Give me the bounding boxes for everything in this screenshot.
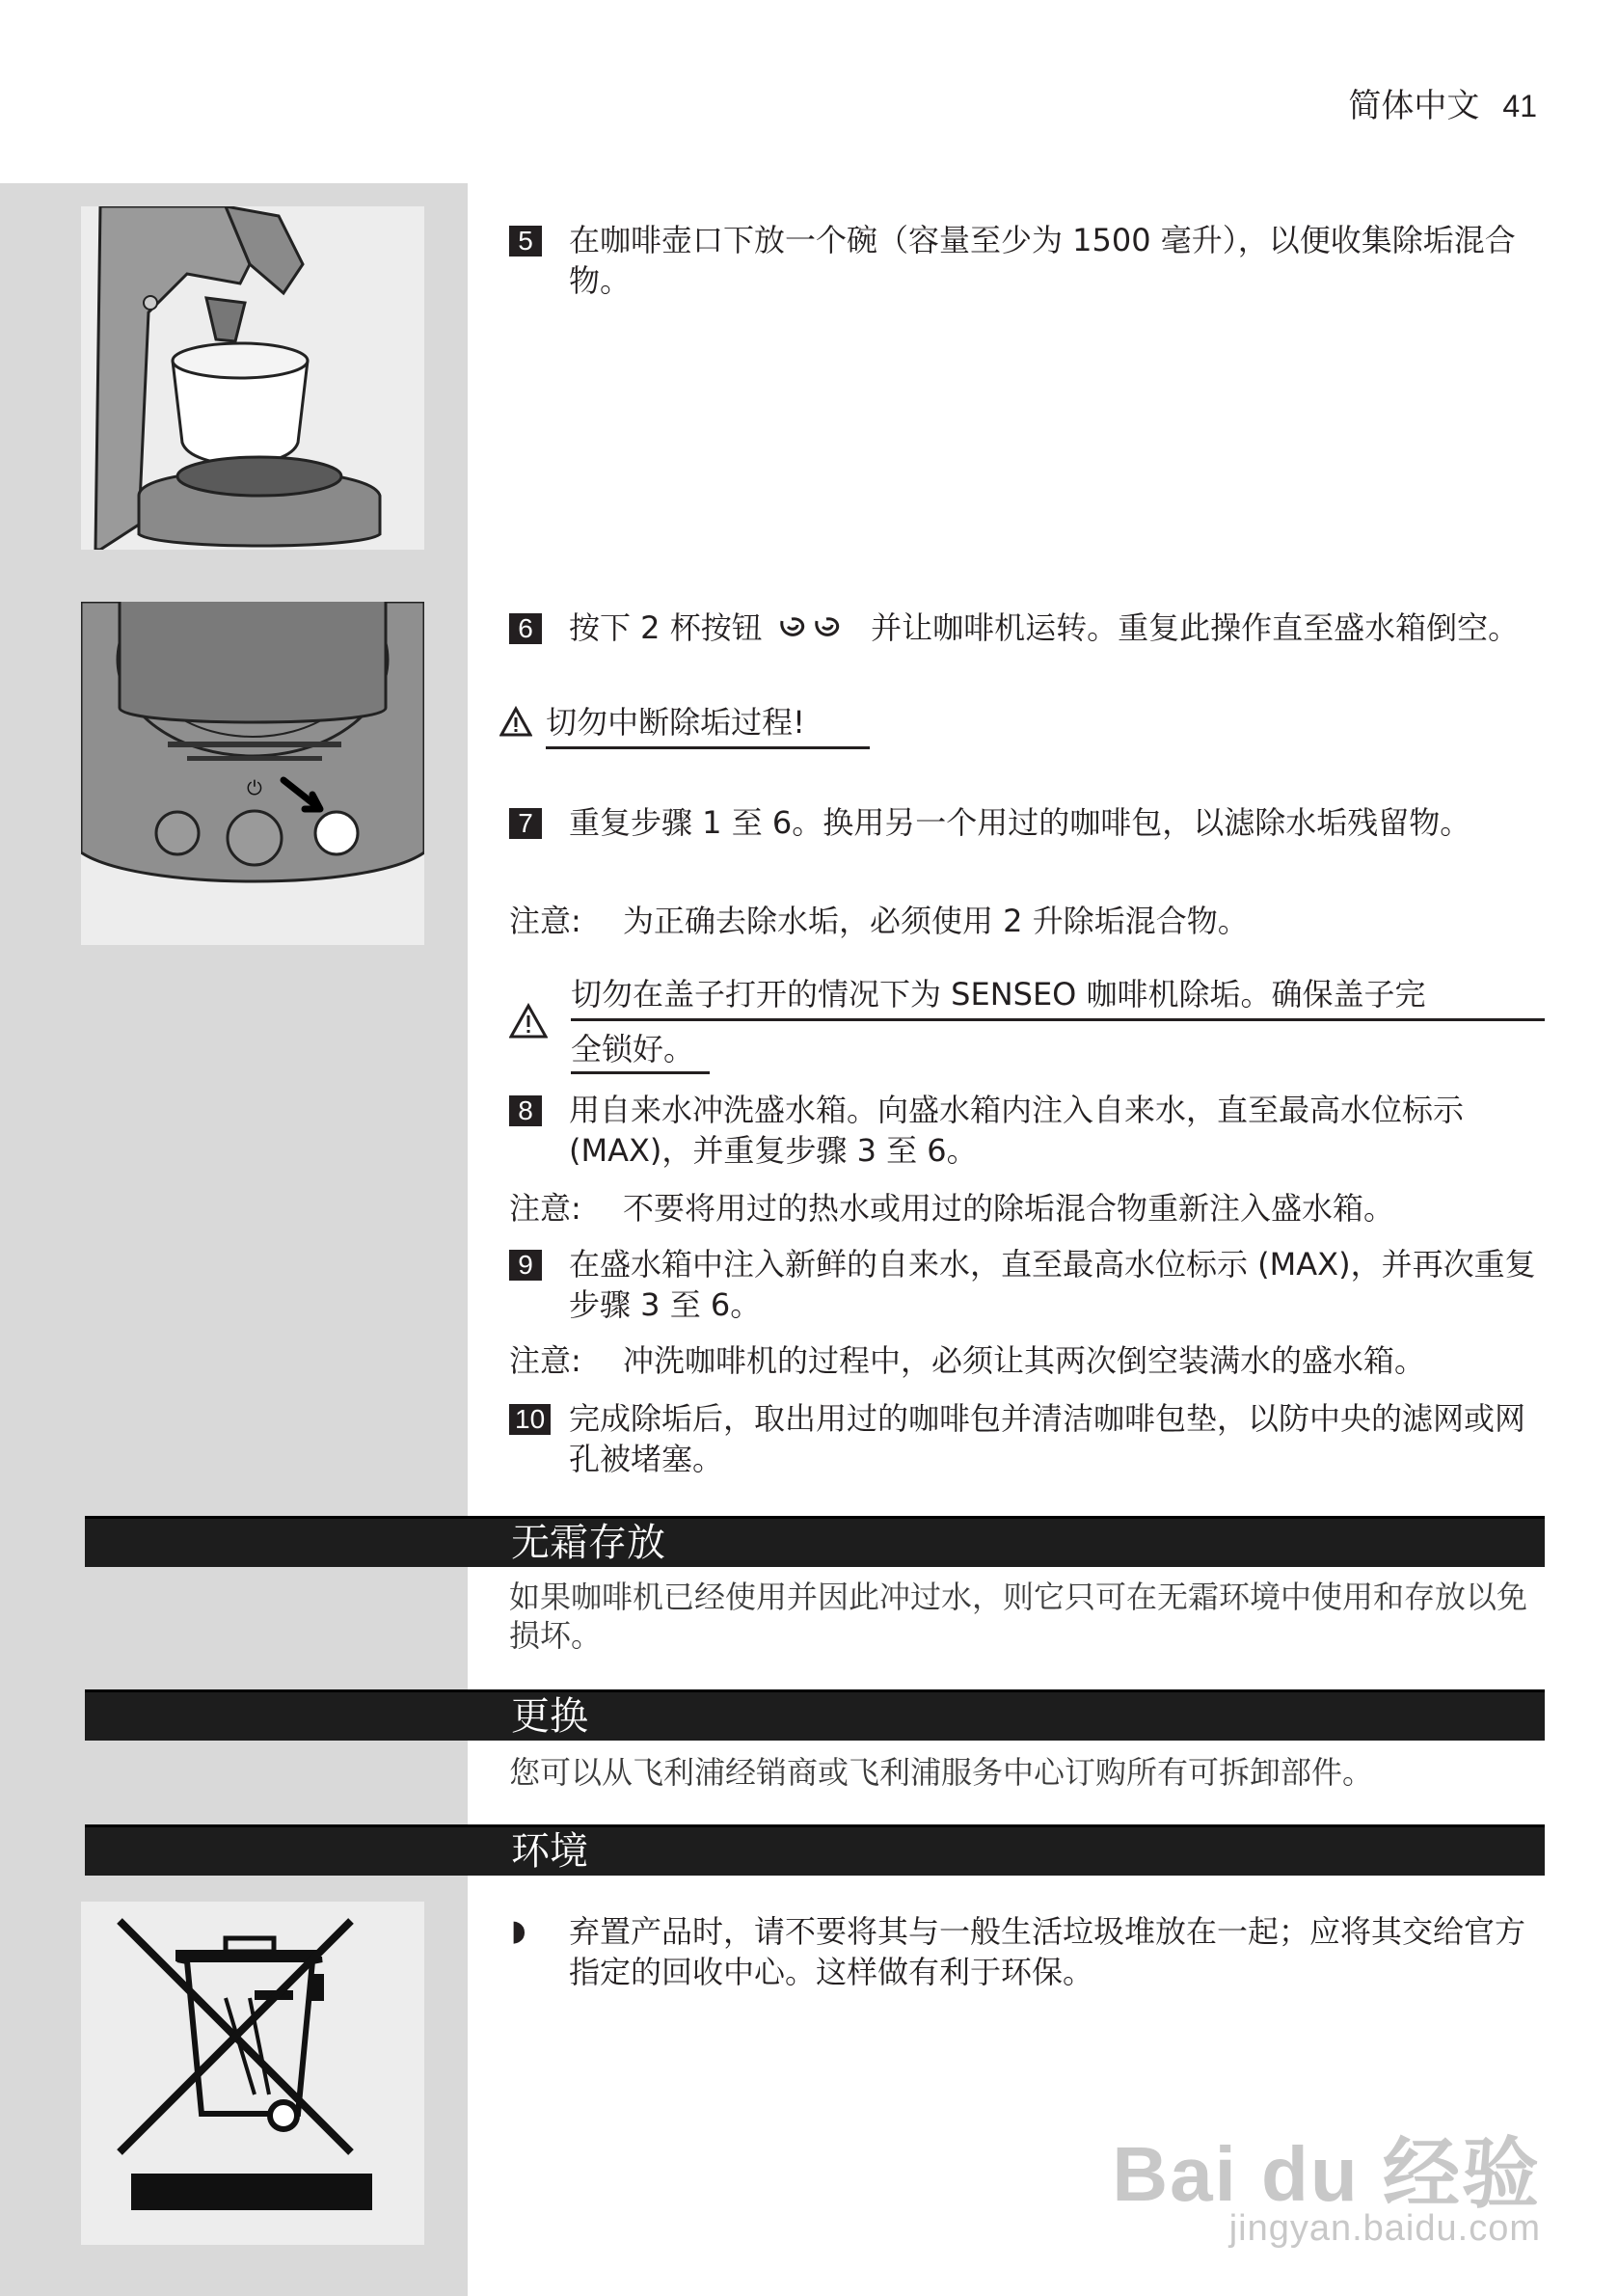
warning-triangle-icon	[499, 706, 532, 737]
step-10	[509, 1398, 1546, 1479]
step-number: 8	[509, 1095, 542, 1126]
page-header	[1348, 79, 1537, 126]
step-text: 在盛水箱中注入新鲜的自来水，直至最高水位标示 (MAX)，并再次重复步骤 3 至 6。	[569, 1246, 1536, 1323]
step-text: 完成除垢后，取出用过的咖啡包并清洁咖啡包垫，以防中央的滤网或网孔被堵塞。	[569, 1400, 1526, 1477]
bullet-icon: ◗	[511, 1914, 526, 1948]
note-label: 注意:	[509, 1342, 581, 1379]
step-number: 5	[509, 226, 542, 257]
step-number: 10	[509, 1404, 551, 1435]
section-heading-replace	[85, 1689, 1545, 1741]
step-5	[509, 220, 1546, 301]
step-text: 用自来水冲洗盛水箱。向盛水箱内注入自来水，直至最高水位标示 (MAX)，并重复步骤 3 至 6。	[569, 1092, 1465, 1169]
two-cup-icon	[778, 613, 855, 642]
step-9	[509, 1244, 1546, 1325]
section-text-frost: 如果咖啡机已经使用并因此冲过水，则它只可在无霜环境中使用和存放以免损坏。	[509, 1579, 1528, 1654]
note-text: 为正确去除水垢，必须使用 2 升除垢混合物。	[623, 903, 1249, 939]
section-heading-environment	[85, 1824, 1545, 1876]
step-text-part: 并让咖啡机运转。重复此操作直至盛水箱倒空。	[871, 609, 1520, 646]
note-label: 注意:	[509, 1190, 581, 1227]
section-title: 环境	[511, 1829, 588, 1874]
note-1	[509, 901, 1546, 941]
warning-text: 切勿中断除垢过程!	[546, 702, 870, 749]
step-text-part: 按下 2 杯按钮	[569, 609, 763, 646]
note-label: 注意:	[509, 903, 581, 939]
step-number: 9	[509, 1250, 542, 1281]
note-text: 不要将用过的热水或用过的除垢混合物重新注入盛水箱。	[623, 1190, 1395, 1227]
watermark-url: jingyan.baidu.com	[1228, 2208, 1541, 2249]
svg-text:⏻: ⏻	[247, 776, 262, 799]
section-title: 更换	[511, 1694, 588, 1739]
warning-triangle-icon	[509, 1003, 548, 1043]
section-heading-frost	[85, 1516, 1545, 1567]
watermark-brand: Bai du 经验	[1112, 2131, 1541, 2217]
section-text-replace: 您可以从飞利浦经销商或飞利浦服务中心订购所有可拆卸部件。	[509, 1754, 1374, 1791]
warning-lid	[571, 974, 1545, 1069]
note-2	[509, 1188, 1546, 1229]
illustration-bowl-under-spout	[81, 206, 424, 550]
step-number: 7	[509, 808, 542, 839]
step-8	[509, 1090, 1546, 1171]
step-text	[569, 608, 1546, 648]
illustration-two-cup-button	[81, 602, 424, 945]
warning-interrupt	[499, 702, 885, 749]
step-text: 重复步骤 1 至 6。换用另一个用过的咖啡包，以滤除水垢残留物。	[569, 804, 1471, 841]
step-number: 6	[509, 613, 542, 644]
step-7	[509, 802, 1546, 843]
note-text: 冲洗咖啡机的过程中，必须让其两次倒空装满水的盛水箱。	[623, 1342, 1426, 1379]
step-text: 在咖啡壶口下放一个碗（容量至少为 1500 毫升），以便收集除垢混合物。	[569, 222, 1516, 299]
language-title: 简体中文	[1348, 87, 1480, 125]
warning-text-line2: 全锁好。	[571, 1031, 710, 1074]
environment-bullet-item	[509, 1911, 1546, 1992]
step-6	[509, 608, 1546, 648]
warning-text-line1: 切勿在盖子打开的情况下为 SENSEO 咖啡机除垢。确保盖子完	[571, 974, 1545, 1021]
crossed-bin-icon	[81, 1902, 424, 2245]
note-3	[509, 1340, 1546, 1381]
page-number: 41	[1502, 89, 1537, 123]
section-title: 无霜存放	[511, 1521, 665, 1565]
bullet-text: 弃置产品时，请不要将其与一般生活垃圾堆放在一起；应将其交给官方指定的回收中心。这样做有利于环保。	[569, 1913, 1526, 1990]
